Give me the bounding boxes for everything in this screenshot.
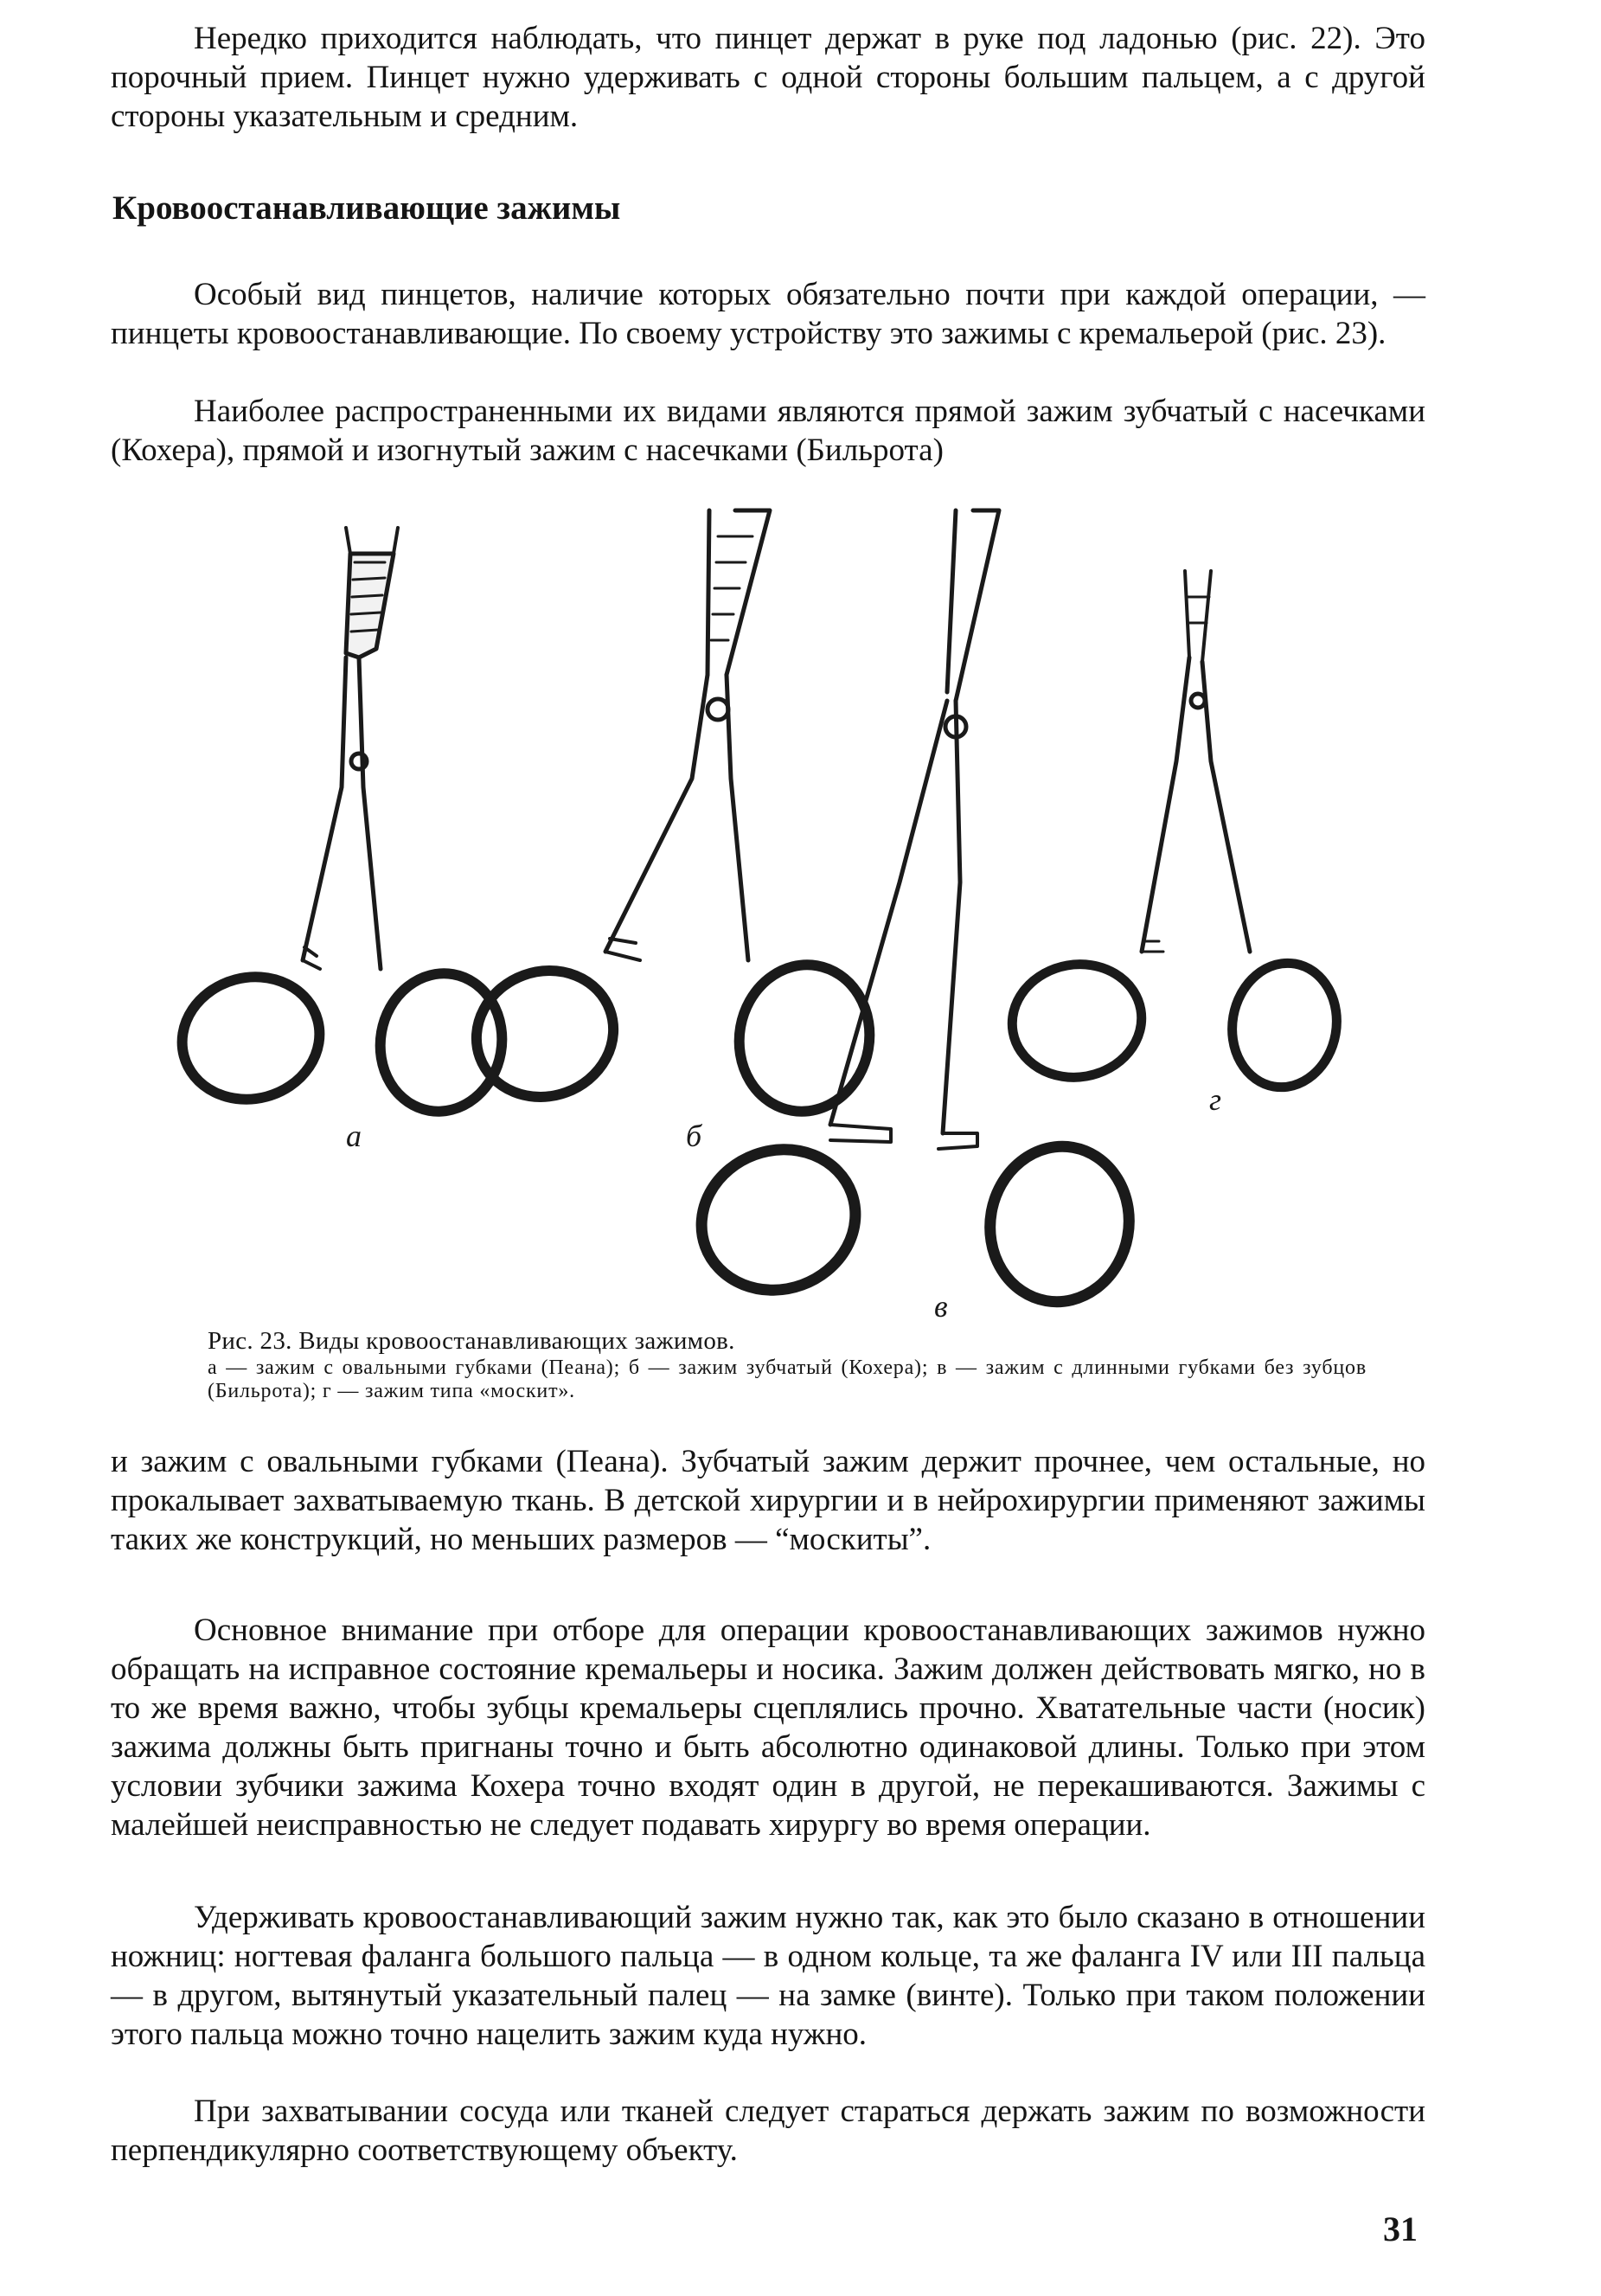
figure-23-clamps bbox=[173, 502, 1427, 1332]
clamp-v-billroth bbox=[682, 510, 1141, 1313]
caption-text: а — зажим с овальными губками (Пеана); б — зажим зубчатый (Кохера); в — зажим с длинными губками без зубцов (Бильрота); г — зажим типа «москит». bbox=[208, 1356, 1367, 1402]
label-a: а bbox=[346, 1119, 362, 1153]
clamp-b-kochera bbox=[458, 510, 881, 1122]
clamp-a-peana bbox=[173, 528, 513, 1121]
caption-title: Рис. 23. Виды кровоостанавливающих зажимов. bbox=[208, 1327, 735, 1355]
page-number: 31 bbox=[1383, 2209, 1418, 2248]
figure-caption bbox=[208, 1325, 1367, 1403]
label-b: б bbox=[686, 1119, 702, 1153]
clamp-g-moskit bbox=[1003, 571, 1347, 1095]
label-v: в bbox=[934, 1289, 948, 1324]
paragraph-clamp-types: Наиболее распространенными их видами являются прямой зажим зубчатый с насечками (Кохера), прямой и изогнутый зажим с насечками (Бильрота) bbox=[111, 394, 1425, 468]
label-g: г bbox=[1209, 1082, 1222, 1117]
paragraph-clamp-intro: Особый вид пинцетов, наличие которых обязательно почти при каждой операции, — пинцеты кровоостанавливающие. По своему устройству это зажимы с кремальерой (рис. 23). bbox=[111, 277, 1425, 351]
clamps-illustration bbox=[173, 502, 1427, 1332]
paragraph-clamp-selection: Основное внимание при отборе для операции кровоостанавливающих зажимов нужно обращать на исправное состояние кремальеры и носика. Зажим должен действовать мягко, но в то же время важно, чтобы зубцы кремальеры сцеплялись прочно. Хватательные части (носик) зажима должны быть пригнаны точно и быть абсолютно одинаковой длины. Только при этом условии зубчики зажима Кохера точно входят один в другой, не перекашиваются. Зажимы с малейшей неисправностью не следует подавать хирургу во время операции. bbox=[111, 1613, 1425, 1843]
paragraph-clamp-holding: Удерживать кровоостанавливающий зажим нужно так, как это было сказано в отношении ножниц: ногтевая фаланга большого пальца — в одном кольце, та же фаланга IV или III пальца — в другом, вытянутый указательный палец — на замке (винте). Только при таком положении этого пальца можно точно нацелить зажим куда нужно. bbox=[111, 1900, 1425, 2052]
paragraph-clamp-comparison: и зажим с овальными губками (Пеана). Зубчатый зажим держит прочнее, чем остальные, но прокалывает захватываемую ткань. В детской хирургии и в нейрохирургии применяют зажимы таких же конструкций, но меньших размеров — “москиты”. bbox=[111, 1444, 1425, 1557]
paragraph-clamp-angle: При захватывании сосуда или тканей следует стараться держать зажим по возможности перпендикулярно соответствующему объекту. bbox=[111, 2094, 1425, 2168]
section-heading: Кровоостанавливающие зажимы bbox=[112, 189, 621, 227]
paragraph-pinzet-grip: Нередко приходится наблюдать, что пинцет держат в руке под ладонью (рис. 22). Это порочный прием. Пинцет нужно удерживать с одной стороны большим пальцем, а с другой стороны указательным и средним. bbox=[111, 21, 1425, 134]
